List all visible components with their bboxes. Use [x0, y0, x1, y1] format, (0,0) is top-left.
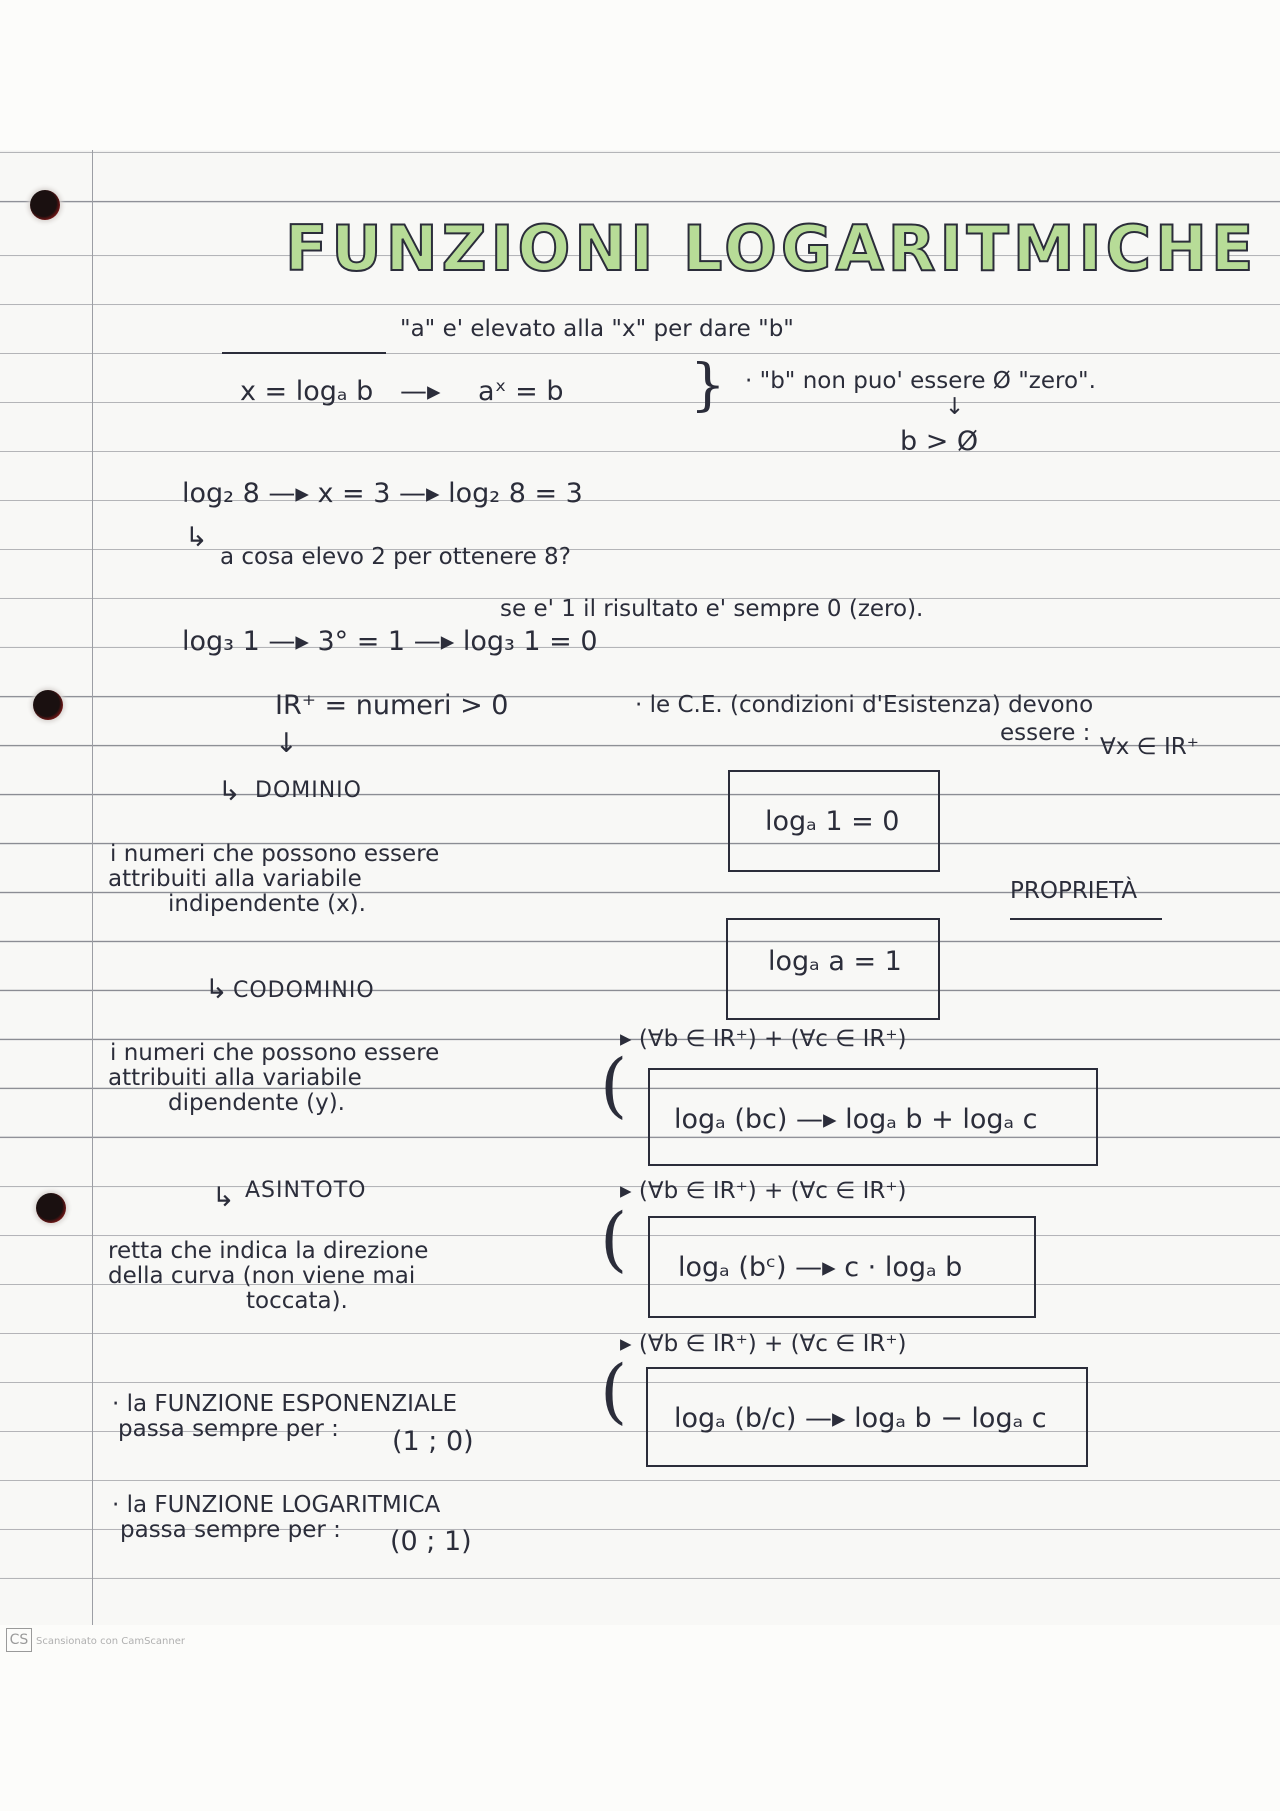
- binder-hole: [33, 690, 63, 720]
- margin-line: [92, 150, 93, 1625]
- property-condition: ▸ (∀b ∈ IR⁺) + (∀c ∈ IR⁺): [620, 1331, 907, 1357]
- codominio-line: i numeri che possono essere: [110, 1040, 440, 1066]
- exp-function-line2: passa sempre per :: [118, 1416, 339, 1442]
- corner-arrow: ↳: [218, 776, 241, 807]
- property-product-rule: logₐ (bc) —▸ logₐ b + logₐ c: [674, 1104, 1038, 1135]
- curved-bracket: (: [600, 1198, 628, 1280]
- binder-hole: [30, 190, 60, 220]
- property-box: [648, 1216, 1036, 1318]
- asintoto-line: toccata).: [246, 1288, 348, 1314]
- codominio-heading: CODOMINIO: [233, 978, 375, 1003]
- properties-heading: PROPRIETÀ: [1010, 878, 1138, 904]
- existence-line2: essere :: [1000, 720, 1091, 746]
- scanner-watermark: Scansionato con CamScanner: [36, 1636, 185, 1647]
- log-function-point: (0 ; 1): [390, 1526, 472, 1557]
- heading-underline: [1010, 918, 1162, 920]
- definition-formula: x = logₐ b: [240, 376, 374, 407]
- page-title: FUNZIONI LOGARITMICHE: [285, 212, 1258, 285]
- asintoto-line: della curva (non viene mai: [108, 1263, 416, 1289]
- exp-function-point: (1 ; 0): [392, 1426, 474, 1457]
- existence-line1: · le C.E. (condizioni d'Esistenza) devono: [635, 692, 1094, 718]
- corner-arrow: ↳: [205, 974, 228, 1005]
- definition-condition: b > Ø: [900, 426, 979, 457]
- dominio-heading: DOMINIO: [255, 778, 362, 803]
- asintoto-line: retta che indica la direzione: [108, 1238, 429, 1264]
- bracket-line: [222, 352, 386, 354]
- log-function-line2: passa sempre per :: [120, 1517, 341, 1543]
- brace: }: [690, 353, 726, 418]
- codominio-line: attribuiti alla variabile: [108, 1065, 362, 1091]
- corner-arrow: ↳: [212, 1182, 235, 1213]
- definition-result: aˣ = b: [478, 376, 564, 407]
- definition-caption: "a" e' elevato alla "x" per dare "b": [400, 316, 794, 342]
- down-arrow: ↓: [275, 728, 298, 759]
- binder-hole: [36, 1193, 66, 1223]
- arrow: —▸: [400, 376, 441, 407]
- example-log3-1: log₃ 1 —▸ 3° = 1 —▸ log₃ 1 = 0: [182, 626, 598, 657]
- dominio-line: i numeri che possono essere: [110, 841, 440, 867]
- property-log-a: logₐ a = 1: [768, 946, 902, 977]
- property-condition: ▸ (∀b ∈ IR⁺) + (∀c ∈ IR⁺): [620, 1178, 907, 1204]
- property-box: [648, 1068, 1098, 1166]
- property-log-1: logₐ 1 = 0: [765, 806, 900, 837]
- camscanner-logo: CS: [6, 1628, 32, 1652]
- exp-function-line1: · la FUNZIONE ESPONENZIALE: [112, 1391, 458, 1417]
- down-arrow: ↓: [945, 394, 965, 420]
- example-log2-8: log₂ 8 —▸ x = 3 —▸ log₂ 8 = 3: [182, 478, 583, 509]
- example-note: se e' 1 il risultato e' sempre 0 (zero).: [500, 596, 924, 622]
- property-box: [726, 918, 940, 1020]
- example-question: a cosa elevo 2 per ottenere 8?: [220, 544, 571, 570]
- dominio-line: attribuiti alla variabile: [108, 866, 362, 892]
- log-function-line1: · la FUNZIONE LOGARITMICA: [112, 1492, 441, 1518]
- property-box: [728, 770, 940, 872]
- property-box: [646, 1367, 1088, 1467]
- definition-note: · "b" non puo' essere Ø "zero".: [745, 368, 1096, 394]
- existence-set: ∀x ∈ IR⁺: [1100, 734, 1199, 760]
- curved-bracket: (: [600, 1044, 628, 1126]
- positive-reals: IR⁺ = numeri > 0: [275, 690, 509, 721]
- property-power-rule: logₐ (bᶜ) —▸ c · logₐ b: [678, 1252, 963, 1283]
- property-quotient-rule: logₐ (b/c) —▸ logₐ b − logₐ c: [674, 1403, 1047, 1434]
- curved-bracket: (: [600, 1350, 628, 1432]
- dominio-line: indipendente (x).: [168, 891, 366, 917]
- asintoto-heading: ASINTOTO: [245, 1178, 367, 1203]
- codominio-line: dipendente (y).: [168, 1090, 345, 1116]
- return-arrow: ↳: [185, 522, 208, 553]
- property-condition: ▸ (∀b ∈ IR⁺) + (∀c ∈ IR⁺): [620, 1026, 907, 1052]
